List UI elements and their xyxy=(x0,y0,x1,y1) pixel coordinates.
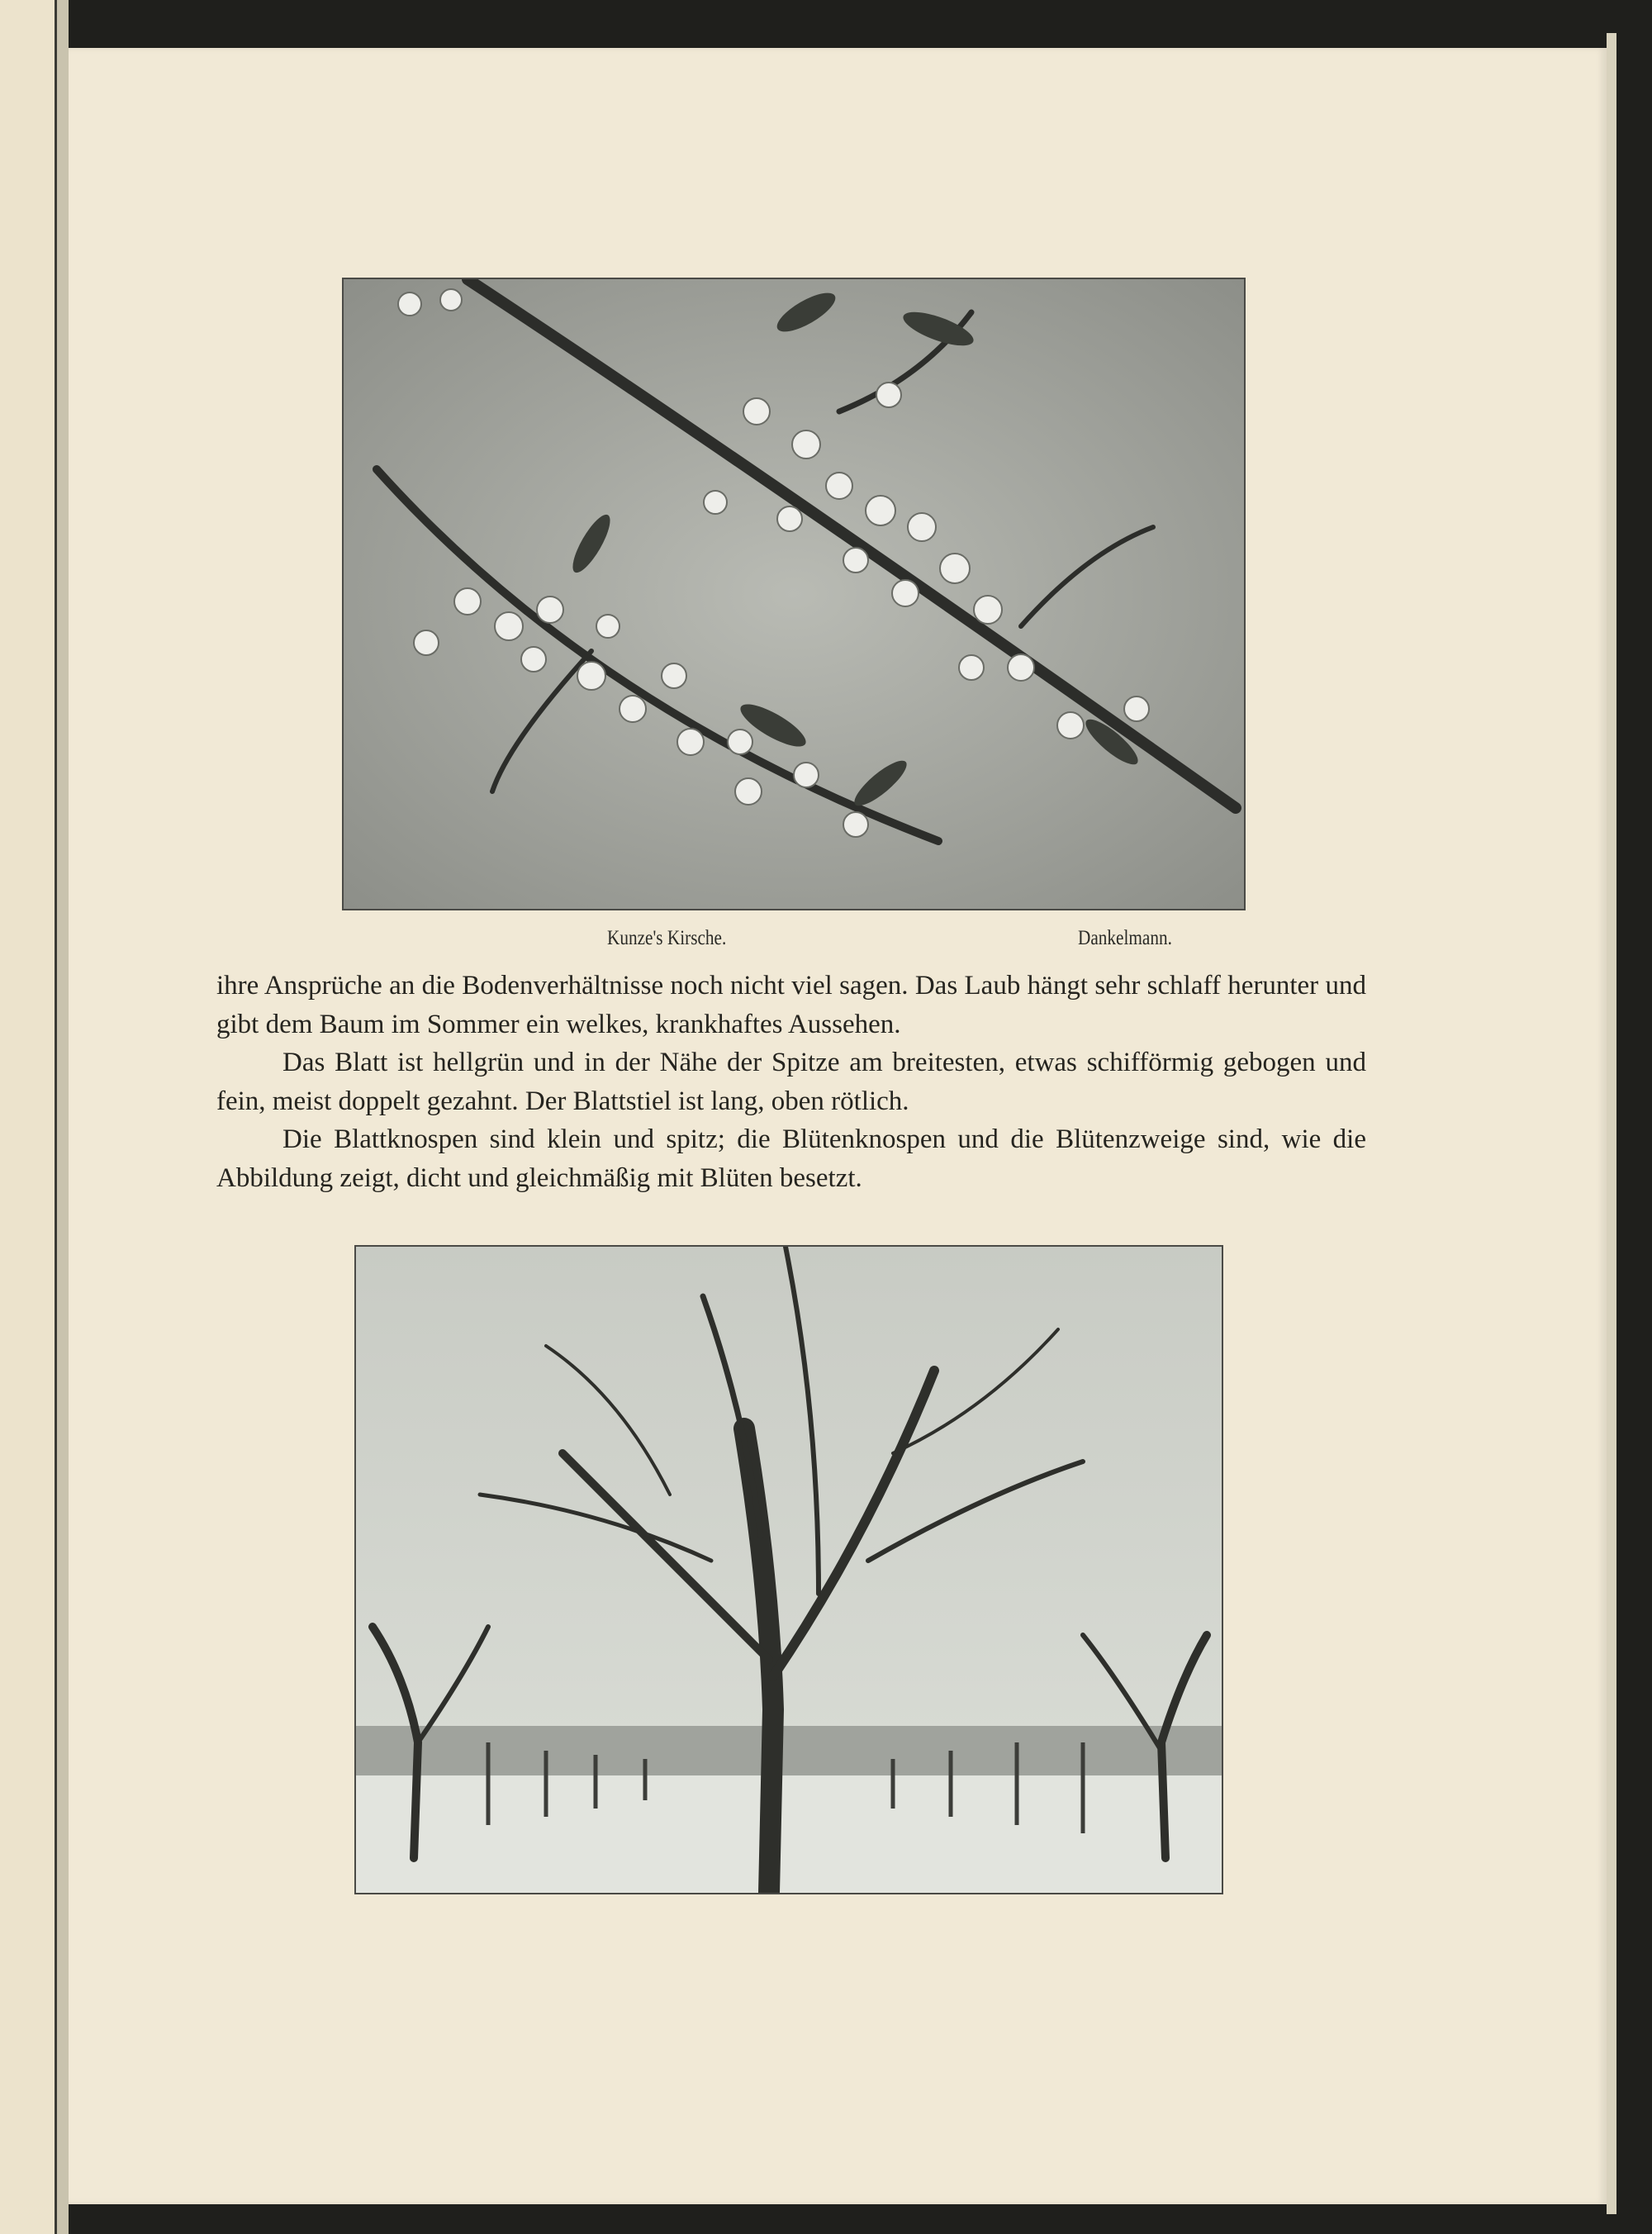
cherry-blossom-branch-photo xyxy=(342,278,1246,910)
paragraph: Das Blatt ist hellgrün und in der Nähe der Spitze am breitesten, etwas schifförmig gebogen und fein, meist doppelt gezahnt. Der Blattstiel ist lang, oben rötlich. xyxy=(216,1048,1366,1116)
bare-cherry-tree-orchard-photo xyxy=(354,1245,1223,1894)
paragraph: Die Blattknospen sind klein und spitz; die Blütenknospen und die Blütenzweige sind, wie die Abbildung zeigt, dicht und gleichmäßig mit Blüten besetzt. xyxy=(216,1124,1366,1193)
figure-caption: Kunze's Kirsche. xyxy=(607,927,727,949)
body-text xyxy=(216,967,1366,1197)
book-edge-right xyxy=(1607,33,1616,2214)
left-page-spine xyxy=(0,0,57,2234)
paragraph: ihre Ansprüche an die Bodenverhältnisse noch nicht viel sagen. Das Laub hängt sehr schlaff herunter und gibt dem Baum im Sommer ein welkes, krankhaftes Aussehen. xyxy=(216,971,1366,1039)
book-edge xyxy=(57,0,69,2234)
figure-credit: Dankelmann. xyxy=(1078,927,1172,949)
